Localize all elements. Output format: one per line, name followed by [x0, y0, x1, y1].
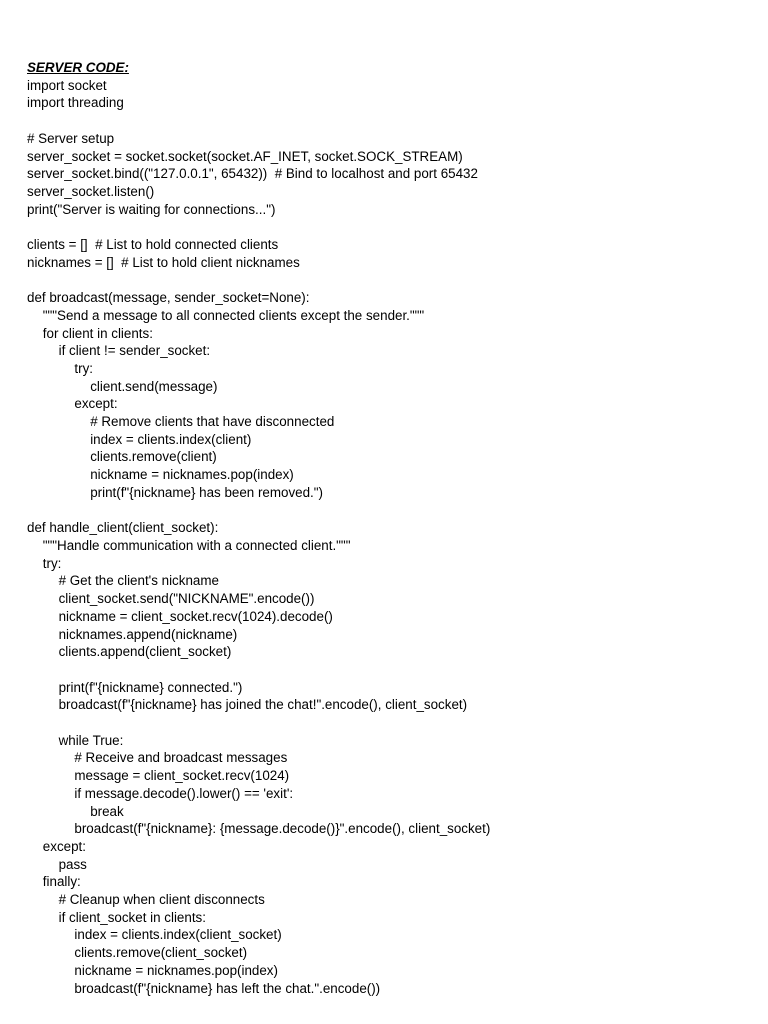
code-line: server_socket = socket.socket(socket.AF_INET, socket.SOCK_STREAM) — [27, 148, 463, 164]
code-line: if client != sender_socket: — [58, 343, 211, 359]
code-line: print(f"{nickname} connected.") — [58, 679, 243, 695]
code-line: clients.append(client_socket) — [58, 644, 232, 660]
code-line: nickname = nicknames.pop(index) — [74, 962, 278, 978]
blank-line — [27, 218, 747, 236]
code-line: message = client_socket.recv(1024) — [74, 768, 290, 784]
code-line: broadcast(f"{nickname}: {message.decode()}".encode(), client_socket) — [74, 821, 491, 837]
code-line: pass — [58, 856, 87, 872]
code-line: print("Server is waiting for connections...") — [27, 201, 276, 217]
code-line: clients.remove(client_socket) — [74, 945, 248, 961]
code-line: try: — [42, 555, 62, 571]
code-line: broadcast(f"{nickname} has left the chat.".encode()) — [74, 980, 381, 996]
code-line: server_socket.bind(("127.0.0.1", 65432)) # Bind to localhost and port 65432 — [27, 166, 478, 182]
code-line: if client_socket in clients: — [58, 909, 206, 925]
code-line: def broadcast(message, sender_socket=None): — [27, 290, 310, 306]
code-line: try: — [74, 360, 93, 376]
code-line: # Remove clients that have disconnected — [90, 414, 335, 430]
code-line: client_socket.send("NICKNAME".encode()) — [58, 591, 315, 607]
code-line: client.send(message) — [90, 378, 218, 394]
code-line: server_socket.listen() — [27, 183, 155, 199]
blank-line — [27, 112, 747, 130]
code-line: finally: — [42, 874, 81, 890]
document-heading: SERVER CODE: — [27, 60, 129, 75]
code-line: for client in clients: — [42, 325, 153, 341]
code-line: nickname = nicknames.pop(index) — [90, 467, 294, 483]
code-line: except: — [74, 396, 118, 412]
code-line: nickname = client_socket.recv(1024).decode() — [58, 608, 333, 624]
document-page — [27, 59, 747, 997]
blank-line — [27, 714, 747, 732]
code-line: index = clients.index(client) — [90, 431, 252, 447]
code-line: # Server setup — [27, 130, 115, 146]
code-line: clients = [] # List to hold connected clients — [27, 237, 279, 253]
code-line: def handle_client(client_socket): — [27, 520, 219, 536]
code-line: clients.remove(client) — [90, 449, 217, 465]
code-line: except: — [42, 838, 86, 854]
code-line: """Handle communication with a connected client.""" — [42, 537, 351, 553]
code-line: # Cleanup when client disconnects — [58, 892, 265, 908]
blank-line — [27, 502, 747, 520]
code-line: broadcast(f"{nickname} has joined the chat!".encode(), client_socket) — [58, 697, 468, 713]
code-line: index = clients.index(client_socket) — [74, 927, 282, 943]
code-line: import socket — [27, 77, 107, 93]
blank-line — [27, 661, 747, 679]
code-line: nicknames = [] # List to hold client nicknames — [27, 254, 300, 270]
code-line: if message.decode().lower() == 'exit': — [74, 785, 294, 801]
code-block — [27, 77, 747, 998]
blank-line — [27, 271, 747, 289]
code-line: import threading — [27, 95, 124, 111]
code-line: """Send a message to all connected clients except the sender.""" — [42, 307, 425, 323]
code-line: # Receive and broadcast messages — [74, 750, 288, 766]
code-line: nicknames.append(nickname) — [58, 626, 238, 642]
code-line: while True: — [58, 732, 124, 748]
code-line: break — [90, 803, 124, 819]
code-line: print(f"{nickname} has been removed.") — [90, 484, 323, 500]
code-line: # Get the client's nickname — [58, 573, 219, 589]
